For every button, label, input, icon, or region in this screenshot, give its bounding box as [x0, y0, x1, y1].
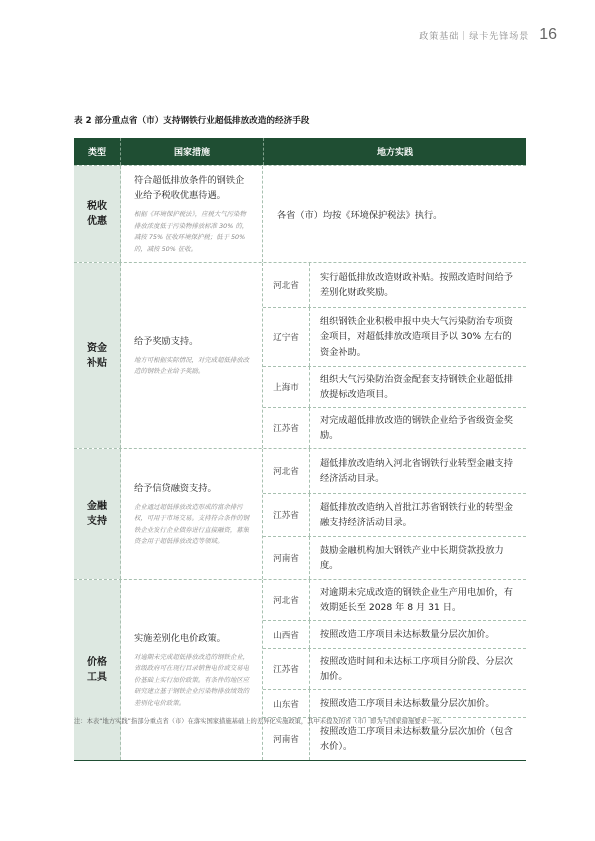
local-practice [263, 166, 526, 262]
province-policy: 鼓励金融机构加大钢铁产业中长期贷款投放力度。 [320, 544, 504, 571]
local-row [263, 307, 526, 366]
province-policy: 按照改造工序项目未达标数量分层次加价（包含水价）。 [320, 725, 513, 752]
province: 上海市 [263, 367, 310, 407]
national-measure [121, 449, 263, 579]
local-row [263, 263, 526, 307]
province-policy: 按照改造工序项目未达标数量分层次加价。 [320, 628, 495, 640]
local-text: 各省（市）均按《环境保护税法》执行。 [277, 210, 443, 221]
table-bottom-rule [74, 760, 526, 761]
province-policy: 组织钢铁企业积极申报中央大气污染防治专项资金项目，对超低排放改造项目予以 30% 左右的资金补助。 [320, 315, 513, 358]
type-label: 价格 工具 [74, 580, 121, 760]
group-tax [74, 165, 526, 262]
national-measure [121, 263, 263, 448]
national-main: 给予奖励支持。 [134, 335, 199, 347]
province: 江苏省 [263, 649, 310, 689]
local-practice [263, 449, 526, 579]
province: 山西省 [263, 621, 310, 648]
local-row [263, 449, 526, 493]
national-measure [121, 166, 263, 262]
local-row [263, 689, 526, 717]
province-policy: 超低排放改造纳入河北省钢铁行业转型金融支持经济活动目录。 [320, 457, 513, 484]
local-row [263, 407, 526, 448]
province: 河南省 [263, 537, 310, 579]
table-header-row [74, 138, 526, 165]
local-row [263, 536, 526, 579]
local-row [263, 620, 526, 648]
province: 江苏省 [263, 408, 310, 448]
footnote: 注：本表“地方实践”指部分重点省（市）在落实国家措施基础上的差异化实施政策，其中未提及的省（市）即为与国家措施要求一致。 [74, 718, 446, 725]
page-header [419, 26, 557, 44]
local-row [263, 366, 526, 407]
province: 江苏省 [263, 494, 310, 536]
province: 辽宁省 [263, 308, 310, 366]
type-label: 金融 支持 [74, 449, 121, 579]
table-caption: 表 2 部分重点省（市）支持钢铁行业超低排放改造的经济手段 [74, 116, 310, 126]
national-note: 根据《环境保护税法》，应税大气污染物排放浓度低于污染物排放标准 30% 的，减按 75% 征收环境保护税；低于 50% 的，减按 50% 征收。 [134, 210, 249, 253]
type-label: 税收 优惠 [74, 166, 121, 262]
national-main: 给予信贷融资支持。 [134, 482, 217, 494]
national-main: 符合超低排放条件的钢铁企业给予税收优惠待遇。 [134, 175, 245, 201]
group-price [74, 579, 526, 760]
national-note: 地方可根据实际情况，对完成超低排放改造的钢铁企业给予奖励。 [134, 355, 250, 375]
header-type: 类型 [74, 138, 121, 165]
local-row [263, 648, 526, 689]
local-row [263, 493, 526, 536]
province-policy: 对完成超低排放改造的钢铁企业给予省级资金奖励。 [320, 414, 513, 441]
national-note: 对逾期未完成超低排放改造的钢铁企业，省级政府可在现行目录销售电价或交易电价基础上实行加价政策。有条件的地区应研究建立基于钢铁企业污染物排放绩效的差别化电价政策。 [134, 652, 250, 707]
section-title: 政策基础｜绿卡先锋场景 [419, 32, 530, 42]
group-subsidy [74, 262, 526, 448]
header-local: 地方实践 [376, 148, 413, 158]
national-note: 企业通过超低排放改造形成的富余排污权，可用于市场交易。支持符合条件的钢铁企业发行企业债券进行直接融资，募集资金用于超低排放改造等领域。 [134, 502, 250, 545]
local-practice [263, 580, 526, 760]
province-policy: 按照改造工序项目未达标数量分层次加价。 [320, 697, 495, 709]
type-label: 资金 补贴 [74, 263, 121, 448]
province-policy: 实行超低排放改造财政补贴。按照改造时间给予差别化财政奖励。 [320, 271, 513, 298]
province: 河南省 [263, 718, 310, 760]
page-number: 16 [539, 26, 557, 43]
header-national: 国家措施 [121, 138, 264, 165]
province: 河北省 [263, 263, 310, 307]
province: 河北省 [263, 449, 310, 493]
national-main: 实施差别化电价政策。 [134, 632, 226, 644]
province: 河北省 [263, 580, 310, 620]
province-policy: 对逾期未完成改造的钢铁企业生产用电加价，有效期延长至 2028 年 8 月 31 日。 [320, 586, 513, 613]
national-measure [121, 580, 263, 760]
province-policy: 按照改造时间和未达标工序项目分阶段、分层次加价。 [320, 655, 513, 682]
province-policy: 超低排放改造纳入首批江苏省钢铁行业的转型金融支持经济活动目录。 [320, 501, 513, 528]
local-practice [263, 263, 526, 448]
policy-table [74, 138, 526, 761]
province-policy: 组织大气污染防治资金配套支持钢铁企业超低排放提标改造项目。 [320, 373, 513, 400]
province: 山东省 [263, 690, 310, 717]
group-finance [74, 448, 526, 579]
local-row [263, 580, 526, 620]
